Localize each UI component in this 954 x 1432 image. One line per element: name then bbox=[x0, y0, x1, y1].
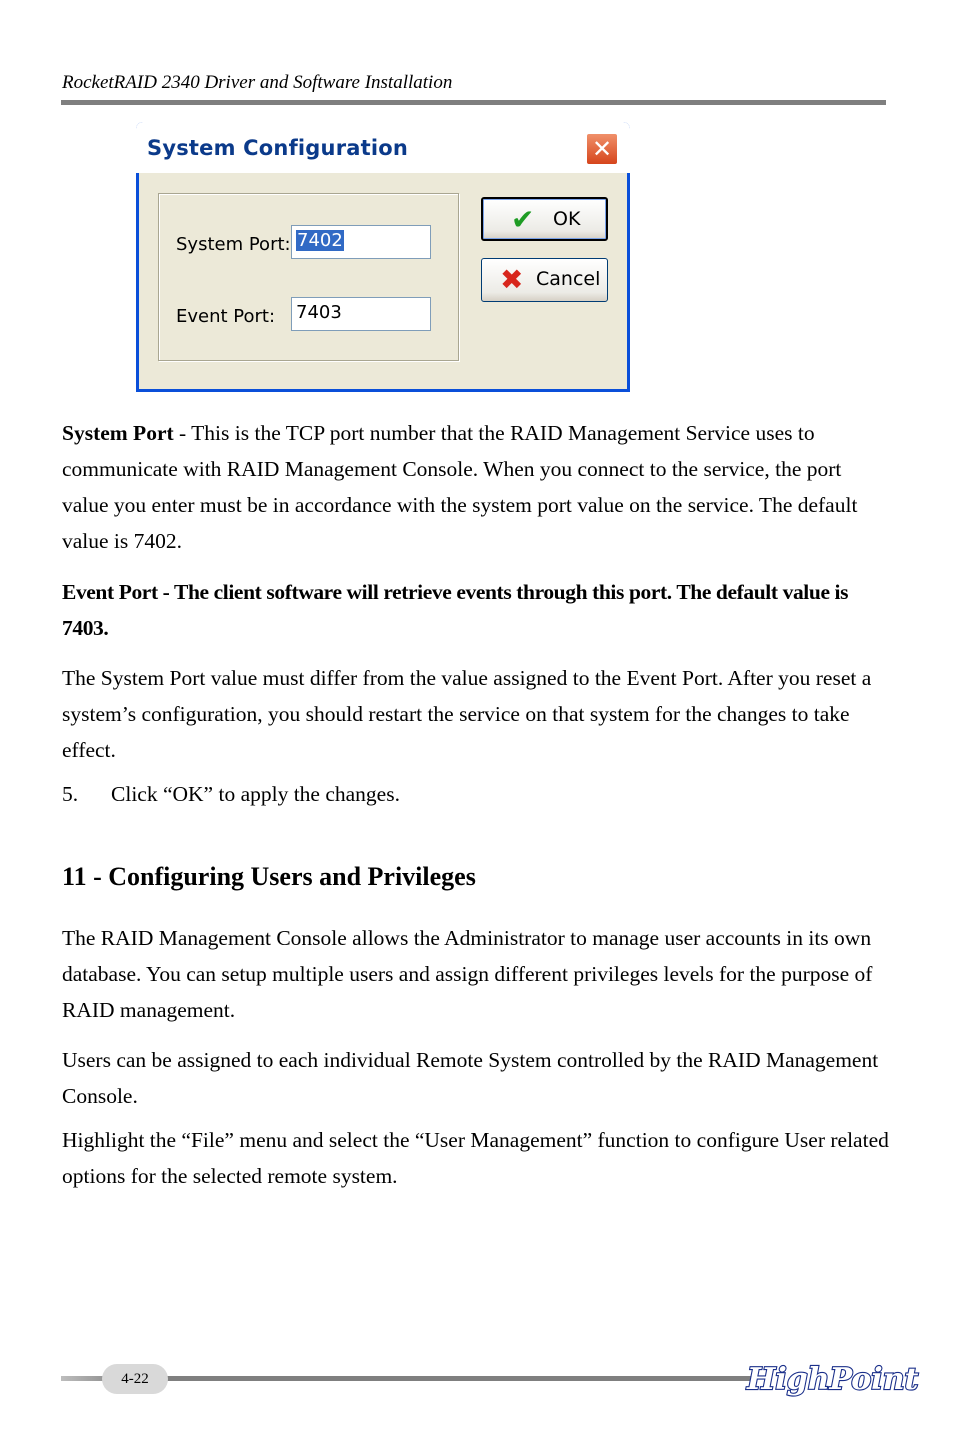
dialog-body bbox=[139, 173, 627, 389]
system-port-value: 7402 bbox=[297, 230, 343, 251]
cancel-button[interactable] bbox=[481, 258, 608, 302]
assign-paragraph: Users can be assigned to each individual Remote System controlled by the RAID Management Console. bbox=[62, 1048, 879, 1108]
ok-button-label: OK bbox=[553, 208, 581, 230]
section-heading: 11 - Configuring Users and Privileges bbox=[62, 862, 476, 891]
port-group-box bbox=[158, 193, 459, 361]
system-port-paragraph bbox=[62, 415, 892, 559]
highpoint-logo bbox=[745, 1357, 919, 1399]
highlight-paragraph: Highlight the “File” menu and select the “User Management” function to configure User related options for the selected remote system. bbox=[62, 1128, 889, 1188]
cancel-button-label: Cancel bbox=[536, 268, 601, 290]
system-port-description: - This is the TCP port number that the RAID Management Service uses to communicate with RAID Management Console. When you connect to the service, the port value you enter must be in accordance with the system port value on the service. The default value is 7402. bbox=[62, 421, 858, 553]
dialog-title: System Configuration bbox=[147, 136, 409, 160]
system-configuration-dialog bbox=[136, 122, 630, 392]
event-port-paragraph: Event Port - The client software will retrieve events through this port. The default value is 7403. bbox=[62, 580, 849, 640]
port-differ-paragraph: The System Port value must differ from the value assigned to the Event Port. After you reset a system’s configuration, you should restart the service on that system for the changes to take effect. bbox=[62, 666, 872, 762]
dialog-titlebar[interactable] bbox=[136, 122, 630, 173]
event-port-label: Event Port: bbox=[176, 306, 276, 327]
checkmark-icon: ✔ bbox=[511, 203, 535, 236]
running-header: RocketRAID 2340 Driver and Software Installation bbox=[62, 72, 453, 93]
system-port-input[interactable] bbox=[291, 225, 431, 259]
step-number: 5. bbox=[62, 782, 79, 806]
ok-button[interactable] bbox=[481, 197, 608, 241]
system-port-term: System Port bbox=[62, 421, 174, 445]
event-port-input[interactable]: 7403 bbox=[291, 297, 431, 331]
step-text: Click “OK” to apply the changes. bbox=[111, 782, 400, 806]
logo-text: HighPoint bbox=[747, 1362, 919, 1397]
page-number: 4-22 bbox=[102, 1364, 168, 1394]
header-rule bbox=[61, 100, 886, 105]
x-icon: ✖ bbox=[500, 263, 524, 296]
users-paragraph: The RAID Management Console allows the Administrator to manage user accounts in its own database. You can setup multiple users and assign different privileges levels for the purpose of RAID management. bbox=[62, 926, 873, 1022]
system-port-label: System Port: bbox=[176, 234, 291, 255]
close-icon[interactable]: ✕ bbox=[585, 132, 619, 166]
